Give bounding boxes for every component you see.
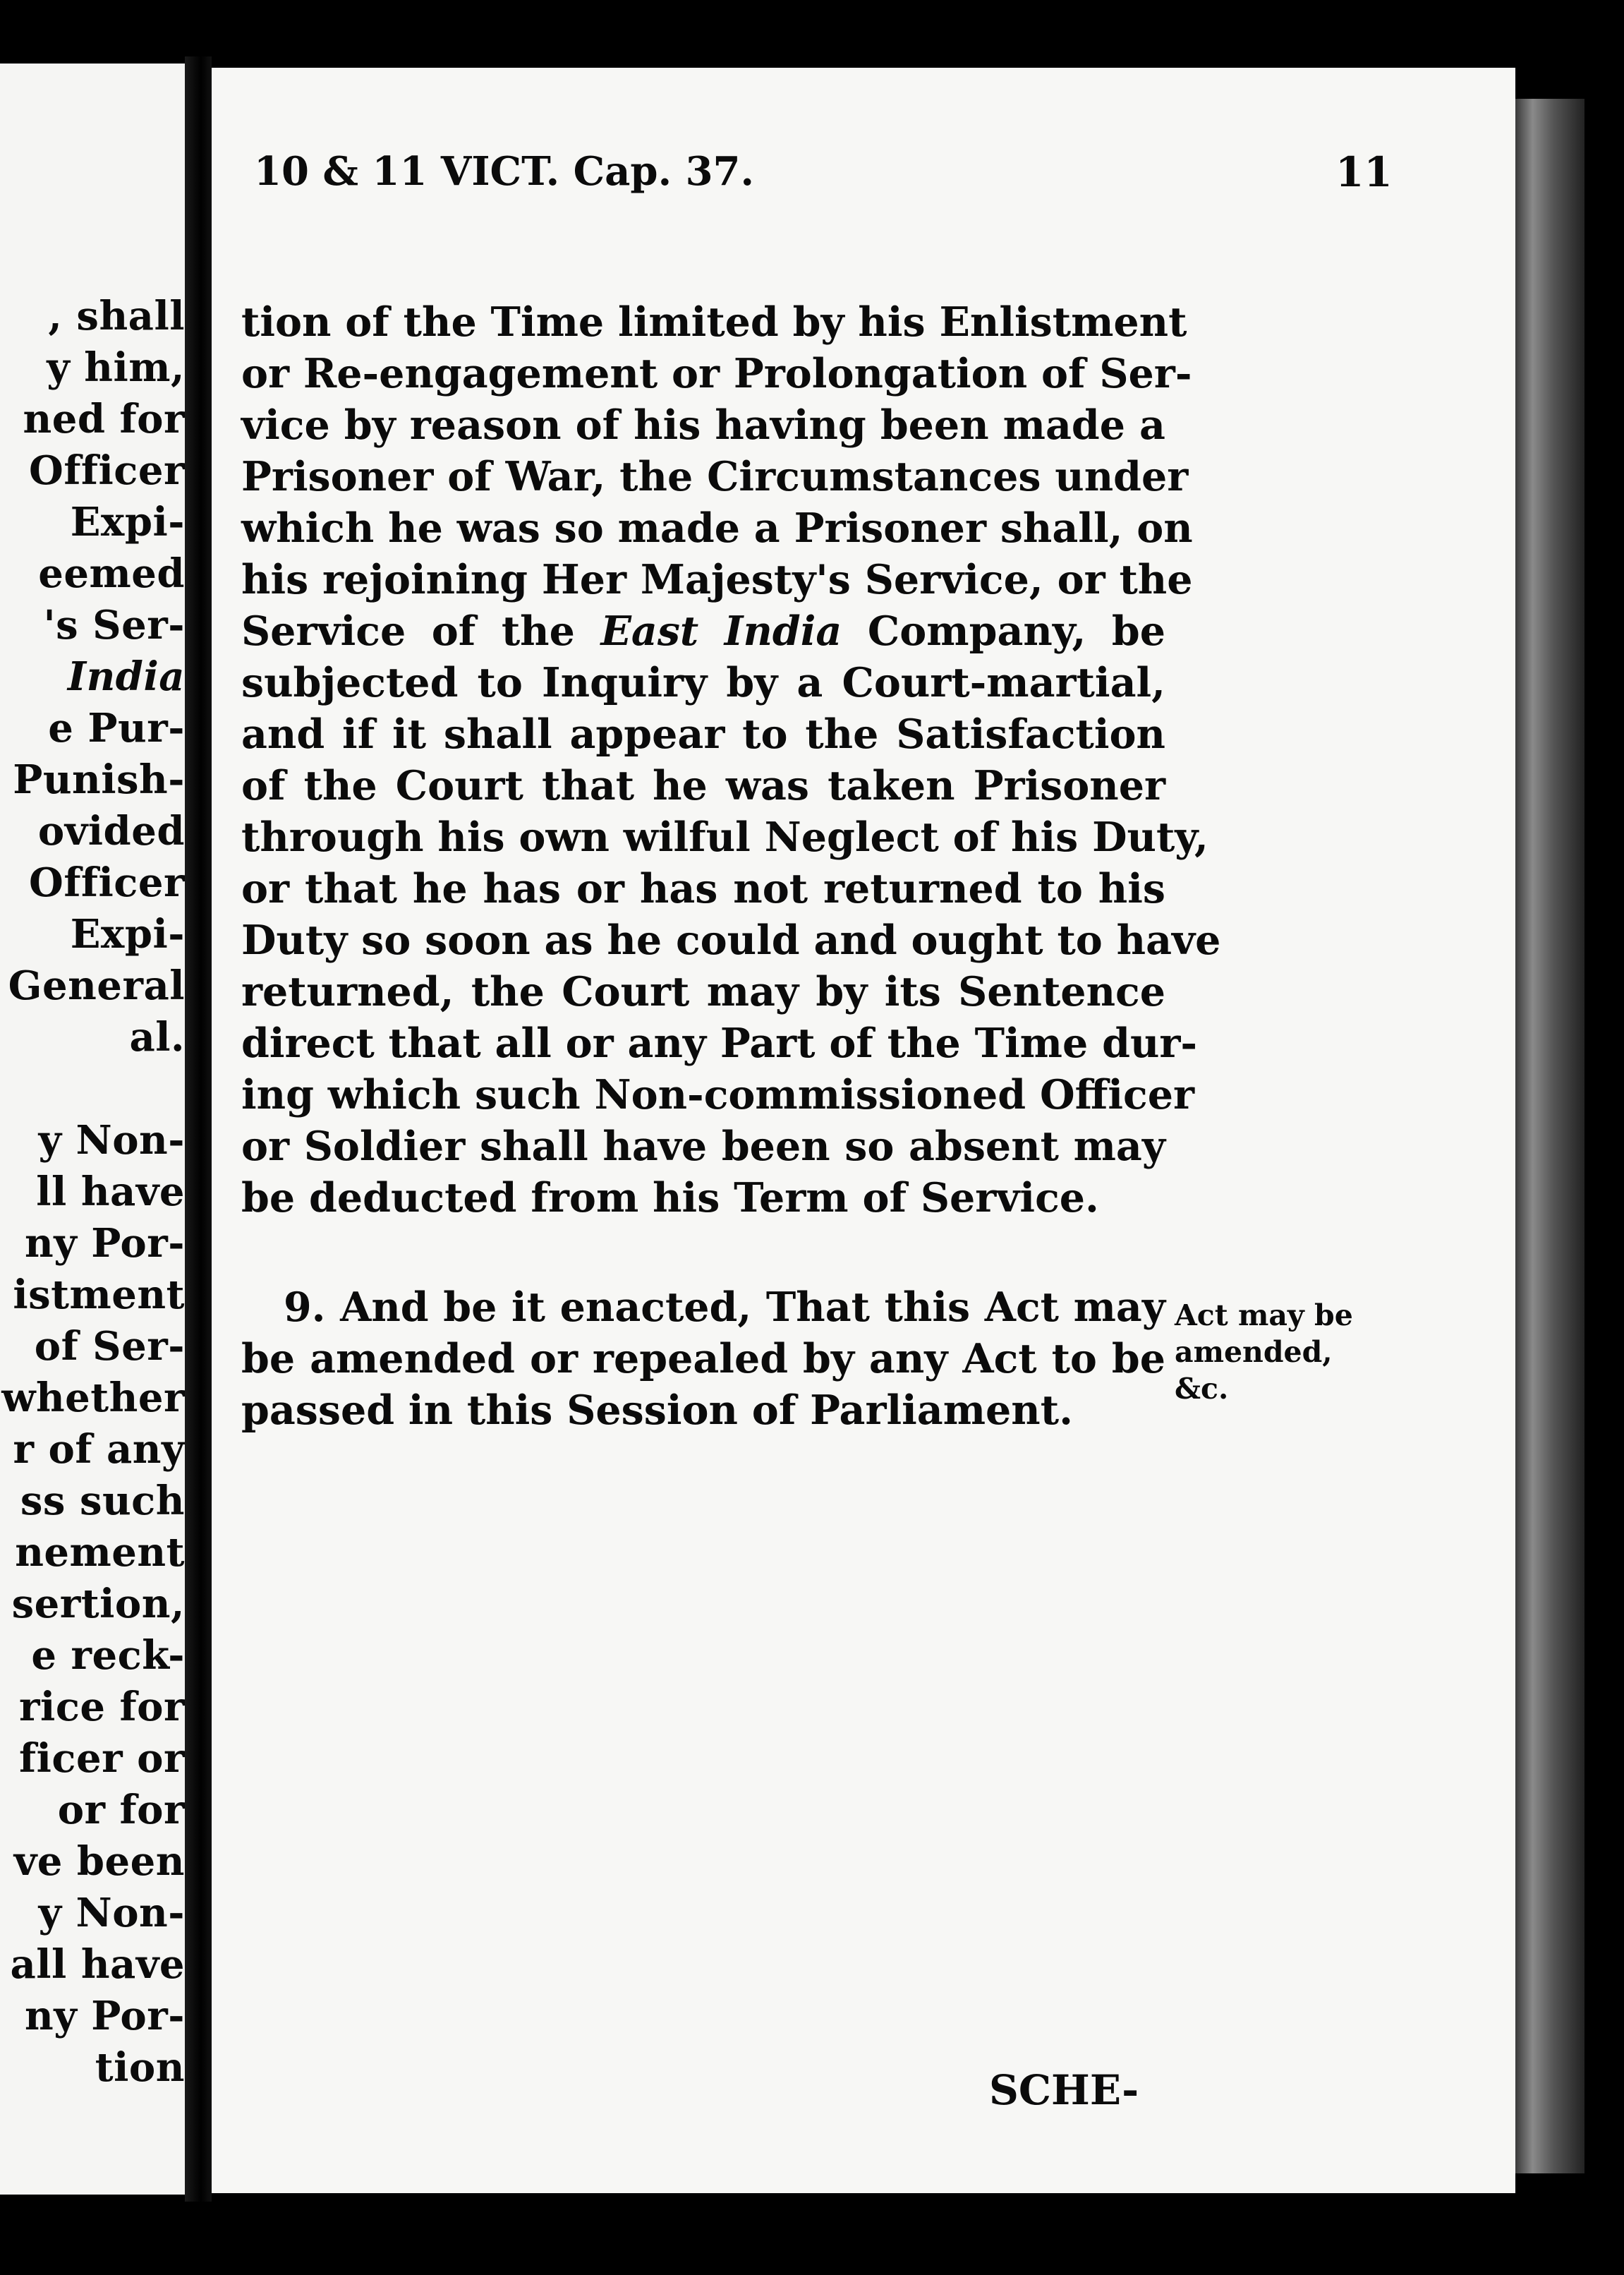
left-page-line: ficer or [19,1735,185,1782]
left-page-line: al. [129,1014,185,1061]
body-line: or Re-engagement or Prolongation of Ser- [241,350,1192,397]
body-line: or that he has or has not returned to his [241,865,1165,912]
left-page-line: tion [95,2044,185,2091]
left-page-line: rice for [19,1684,185,1730]
left-page-line: istment [13,1272,185,1318]
left-page-line: e reck- [31,1632,185,1679]
page-edge [1515,99,1584,2173]
margin-note-line: Act may be [1175,1298,1353,1332]
left-page-line: r of any [13,1426,185,1473]
section-line: passed in this Session of Parliament. [241,1387,1073,1434]
italic-phrase: East India [600,608,842,655]
left-page-line: all have [10,1941,185,1988]
left-page-line: Expi- [70,911,185,958]
body-line: and if it shall appear to the Satisfaction [241,711,1165,758]
left-page-line: or for [57,1787,185,1833]
section-line: 9. And be it enacted, That this Act may [284,1284,1165,1331]
left-page-line: ny Por- [25,1220,185,1267]
body-line: his rejoining Her Majesty's Service, or the [241,556,1193,603]
body-line: returned, the Court may by its Sentence [241,968,1165,1015]
left-page-line: of Ser- [34,1323,185,1370]
page-number: 11 [1335,148,1393,196]
margin-note-line: amended, [1175,1335,1333,1369]
book-gutter [185,56,212,2202]
body-line: through his own wilful Neglect of his Duty, [241,814,1208,861]
section-line: be amended or repealed by any Act to be [241,1335,1165,1382]
body-line: Prisoner of War, the Circumstances under [241,453,1189,500]
left-page-line: e Pur- [48,705,185,752]
left-page-line: y Non- [38,1890,185,1936]
body-line: vice by reason of his having been made a [241,402,1165,449]
body-line: be deducted from his Term of Service. [241,1174,1099,1221]
section-9-text [241,1281,1165,1436]
body-line: direct that all or any Part of the Time dur- [241,1020,1198,1067]
left-page-line: ned for [23,396,185,442]
left-page-line: sertion, [11,1581,185,1627]
left-page-line: , shall [48,293,185,339]
show-through-text [241,1475,1165,1784]
body-text [241,296,1221,1224]
body-line: tion of the Time limited by his Enlistment [241,298,1187,346]
left-page-line: India [67,653,185,700]
left-page-line: Punish- [13,756,185,803]
left-page-line: nement [15,1529,185,1576]
left-page-line: ve been [13,1838,185,1885]
left-page-line: General [8,962,185,1009]
left-page-line: ny Por- [25,1993,185,2039]
left-page-line: Expi- [70,499,185,545]
left-page-line: Officer [29,447,185,494]
margin-note [1175,1297,1386,1407]
body-line: Service of the East India Company, be [241,608,1166,655]
body-line: subjected to Inquiry by a Court-martial, [241,659,1165,706]
left-page-line: 's Ser- [43,602,185,648]
left-page-line: Officer [29,859,185,906]
body-line: or Soldier shall have been so absent may [241,1123,1165,1170]
body-line: which he was so made a Prisoner shall, on [241,505,1193,552]
left-page-line: eemed [38,550,185,597]
body-line: ing which such Non-commissioned Officer [241,1071,1195,1118]
left-page-line: ss such [20,1478,185,1524]
left-page-line: ll have [36,1169,185,1215]
running-head: 10 & 11 VICT. Cap. 37. [254,148,754,195]
left-page-line: y him, [47,344,185,391]
left-page-line: ovided [37,808,185,855]
left-facing-page [0,64,185,2195]
body-line: Duty so soon as he could and ought to have [241,917,1221,964]
margin-note-line: &c. [1175,1372,1229,1406]
body-line: of the Court that he was taken Prisoner [241,762,1165,809]
left-page-line: whether [1,1375,185,1421]
catchword: SCHE- [989,2066,1139,2114]
left-page-line: y Non- [38,1117,185,1164]
